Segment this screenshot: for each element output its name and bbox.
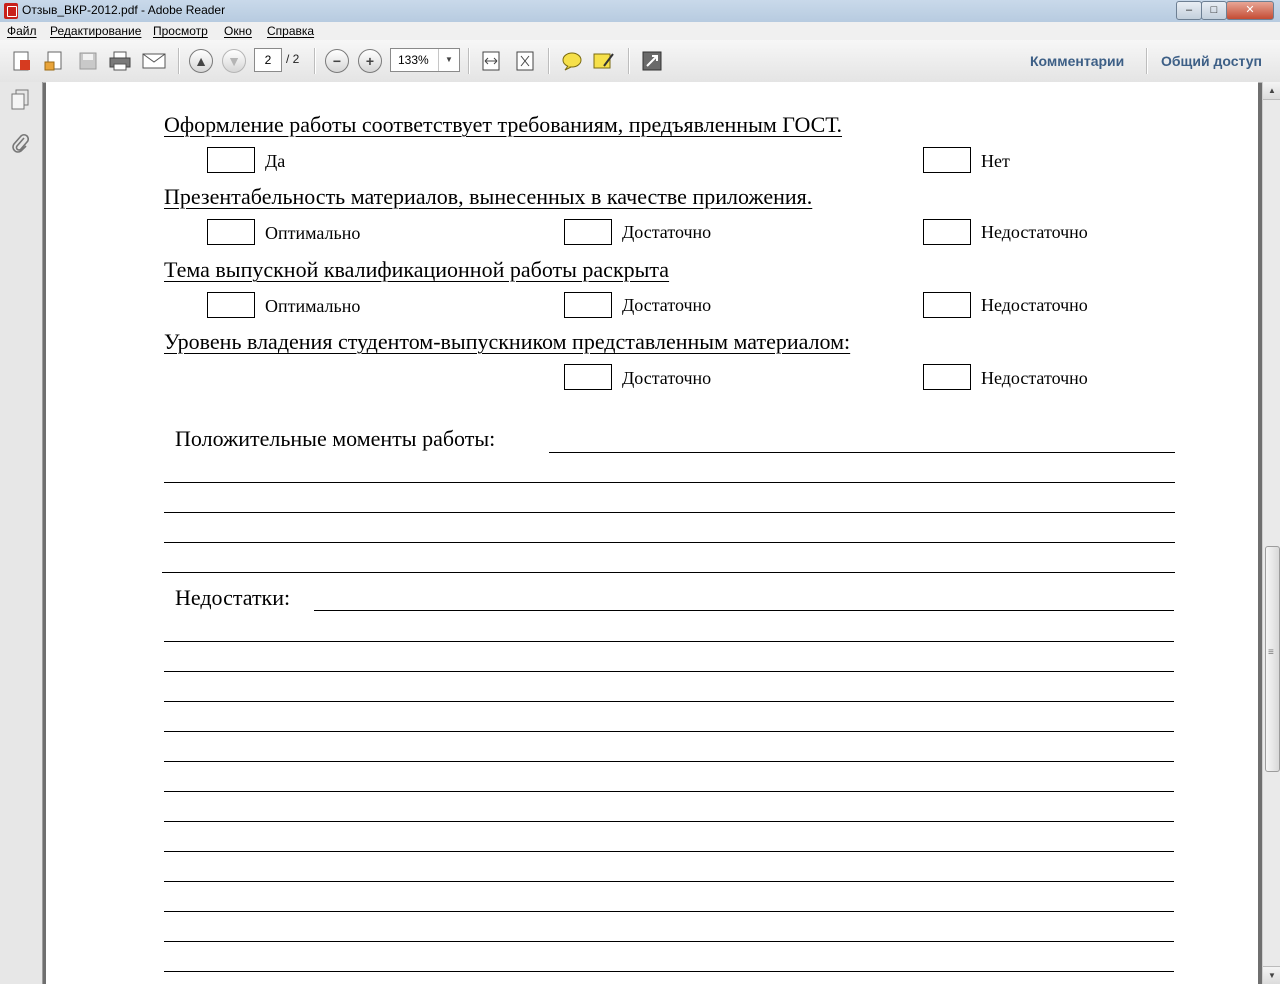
positive-line-3 [164,512,1175,513]
checkbox-presentation-sufficient[interactable] [564,219,612,245]
email-icon[interactable] [142,49,166,73]
shortcomings-line-6 [164,761,1174,762]
shortcomings-line-12 [164,941,1174,942]
shortcomings-line-9 [164,851,1174,852]
attachments-icon[interactable] [9,132,31,156]
zoom-select[interactable] [390,48,460,72]
menu-file[interactable]: Файл [7,24,37,38]
shortcomings-line-2 [164,641,1174,642]
window-title: Отзыв_ВКР-2012.pdf - Adobe Reader [22,3,226,17]
option-label: Нет [981,151,1010,171]
checkbox-mastery-sufficient[interactable] [564,364,612,390]
zoom-in-button[interactable]: + [358,49,382,73]
open-file-icon[interactable] [42,49,66,73]
zoom-value: 133% [398,53,429,67]
navigation-panel [0,82,43,984]
chevron-down-icon[interactable]: ▼ [438,49,459,71]
option-label: Достаточно [622,368,712,388]
option-label: Оптимально [265,223,361,243]
checkbox-topic-sufficient[interactable] [564,292,612,318]
positive-aspects-label: Положительные моменты работы: [175,426,496,451]
previous-page-button[interactable]: ▲ [189,49,213,73]
shortcomings-line-1 [314,610,1174,611]
document-page [46,82,1258,984]
menu-window[interactable]: Окно [224,24,252,38]
zoom-out-button[interactable]: − [325,49,349,73]
shortcomings-line-8 [164,821,1174,822]
checkbox-presentation-optimal[interactable] [207,219,255,245]
menu-edit[interactable]: Редактирование [50,24,142,38]
print-icon[interactable] [108,49,132,73]
option-label: Недостаточно [981,222,1088,242]
fit-page-icon[interactable] [513,49,537,73]
minimize-button[interactable]: – [1176,1,1202,20]
question-gost-heading: Оформление работы соответствует требованиям, предъявленным ГОСТ. [164,112,843,137]
option-label: Да [265,151,286,171]
checkbox-gost-no[interactable] [923,147,971,173]
page-total: / 2 [286,52,300,66]
checkbox-gost-yes[interactable] [207,147,255,173]
menu-bar [0,22,1280,40]
option-label: Оптимально [265,296,361,316]
positive-line-5 [162,572,1175,573]
checkbox-topic-optimal[interactable] [207,292,255,318]
checkbox-topic-insufficient[interactable] [923,292,971,318]
save-icon[interactable] [76,49,100,73]
share-button[interactable]: Общий доступ [1161,53,1262,69]
question-mastery-heading: Уровень владения студентом-выпускником представленным материалом: [164,329,851,354]
checkbox-presentation-insufficient[interactable] [923,219,971,245]
next-page-button[interactable]: ▼ [222,49,246,73]
checkbox-mastery-insufficient[interactable] [923,364,971,390]
option-label: Достаточно [622,295,712,315]
shortcomings-line-10 [164,881,1174,882]
scroll-down-button[interactable]: ▼ [1263,966,1280,984]
full-screen-icon[interactable] [640,49,664,73]
positive-line-2 [164,482,1175,483]
comment-icon[interactable] [560,49,584,73]
shortcomings-line-3 [164,671,1174,672]
option-label: Недостаточно [981,295,1088,315]
fit-width-icon[interactable] [479,49,503,73]
shortcomings-line-13 [164,971,1174,972]
shortcomings-line-7 [164,791,1174,792]
positive-line-1 [549,452,1175,453]
menu-view[interactable]: Просмотр [153,24,208,38]
scroll-thumb[interactable] [1265,546,1280,772]
question-topic-heading: Тема выпускной квалификационной работы раскрыта [164,257,670,282]
shortcomings-line-4 [164,701,1174,702]
highlight-icon[interactable] [592,49,616,73]
menu-help[interactable]: Справка [267,24,315,38]
shortcomings-line-11 [164,911,1174,912]
page-thumbnails-icon[interactable] [9,88,31,112]
positive-line-4 [164,542,1175,543]
pdf-app-icon [4,3,18,19]
question-presentation-heading: Презентабельность материалов, вынесенных в качестве приложения. [164,184,813,209]
maximize-button[interactable]: □ [1201,1,1227,20]
option-label: Достаточно [622,222,712,242]
title-bar [0,0,1280,23]
comments-button[interactable]: Комментарии [1030,53,1125,69]
shortcomings-line-5 [164,731,1174,732]
shortcomings-label: Недостатки: [175,585,291,610]
create-pdf-icon[interactable] [10,49,34,73]
scroll-up-button[interactable]: ▲ [1263,82,1280,100]
option-label: Недостаточно [981,368,1088,388]
close-button[interactable]: ✕ [1226,1,1274,20]
vertical-scrollbar[interactable] [1262,82,1280,984]
page-number-input[interactable]: 2 [254,48,282,72]
